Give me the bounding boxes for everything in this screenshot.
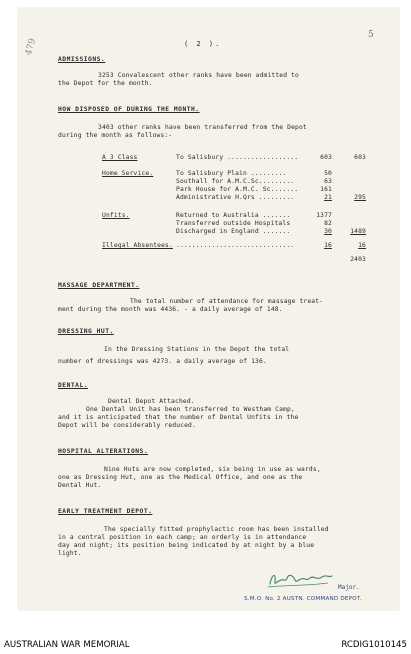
command-depot-stamp: S.M.O. No. 2 AUSTN. COMMAND DEPOT. [244,596,362,602]
disposal-count: 16 [324,242,332,249]
disposal-destination: Park House for A.M.C. Sc....... [176,186,299,193]
dental-heading: DENTAL. [58,382,89,389]
disposal-destination: To Salisbury .................. [176,154,299,161]
disposal-destination: Returned to Australia ....... [176,212,291,219]
signature-title: Major. [338,584,360,591]
massage-text-1: The total number of attendance for massage treat- [130,298,324,305]
disposal-group-label: Home Service. [102,170,154,177]
folio-number: 5 [368,30,374,40]
disposed-intro-1: 3403 other ranks have been transferred from the Depot [98,124,307,131]
dental-text-3: and it is anticipated that the number of Dental Unfits in the [58,414,299,421]
disposal-count: 63 [324,178,332,185]
disposal-count: 30 [324,228,332,235]
hospital-heading: HOSPITAL ALTERATIONS. [58,448,149,455]
disposal-group-label: Unfits. [102,212,130,219]
massage-heading: MASSAGE DEPARTMENT. [58,282,140,289]
early-heading: EARLY TREATMENT DEPOT. [58,508,153,515]
disposed-heading: HOW DISPOSED OF DURING THE MONTH. [58,106,200,113]
handwritten-signature [266,568,336,590]
margin-number: 479 [24,37,39,57]
disposal-subtotal: 603 [354,154,366,161]
hospital-text-3: Dental Hut. [58,482,102,489]
hospital-text-2: one as Dressing Hut, one as the Medical Office, and one as the [58,474,303,481]
footer-source: AUSTRALIAN WAR MEMORIAL [4,640,130,650]
page-number: ( 2 ). [184,40,222,48]
dressing-text-2: number of dressings was 4273. a daily average of 136. [58,358,267,365]
dental-text-4: Depot will be considerably reduced. [58,422,196,429]
disposal-group-label: A 3 Class [102,154,138,161]
disposal-count: 82 [324,220,332,227]
hospital-text-1: Nine Huts are now completed, six being in use as wards, [104,466,321,473]
disposed-intro-2: during the month as follows:- [58,132,173,139]
disposal-subtotal: 1489 [350,228,366,235]
document-page [18,8,399,610]
massage-text-2: ment during the month was 4436. - a daily average of 148. [58,306,283,313]
dressing-text-1: In the Dressing Stations in the Depot the total [104,346,290,353]
dental-text-2: One Dental Unit has been transferred to Westham Camp, [86,406,295,413]
grand-total: 2403 [350,256,366,263]
disposal-destination: .............................. [176,242,295,249]
disposal-count: 1377 [316,212,332,219]
admissions-text-2: the Depot for the month. [58,80,153,87]
disposal-group-label: Illegal Absentees. [102,242,173,249]
admissions-text-1: 3253 Convalescent other ranks have been admitted to [98,72,299,79]
dressing-heading: DRESSING HUT. [58,328,114,335]
early-text-4: light. [58,550,82,557]
archive-footer [0,636,411,654]
disposal-destination: To Salisbury Plain ......... [176,170,287,177]
footer-reference: RCDIG1010145 [341,640,407,650]
disposal-destination: Transferred outside Hospitals [176,220,291,227]
disposal-count: 21 [324,194,332,201]
disposal-destination: Discharged in England ....... [176,228,291,235]
dental-text-1: Dental Depot Attached. [108,398,195,405]
disposal-count: 603 [320,154,332,161]
disposal-destination: Administrative H.Qrs ......... [176,194,295,201]
disposal-subtotal: 295 [354,194,366,201]
early-text-1: The specially fitted prophylactic room has been installed [104,526,329,533]
disposal-destination: Southall for A.M.C.Sc......... [176,178,295,185]
early-text-2: in a central position in each camp; an orderly is in attendance [58,534,307,541]
admissions-heading: ADMISSIONS. [58,56,106,63]
disposal-count: 50 [324,170,332,177]
disposal-count: 161 [320,186,332,193]
disposal-subtotal: 16 [358,242,366,249]
early-text-3: day and night; its position being indicated by at night by a blue [58,542,315,549]
